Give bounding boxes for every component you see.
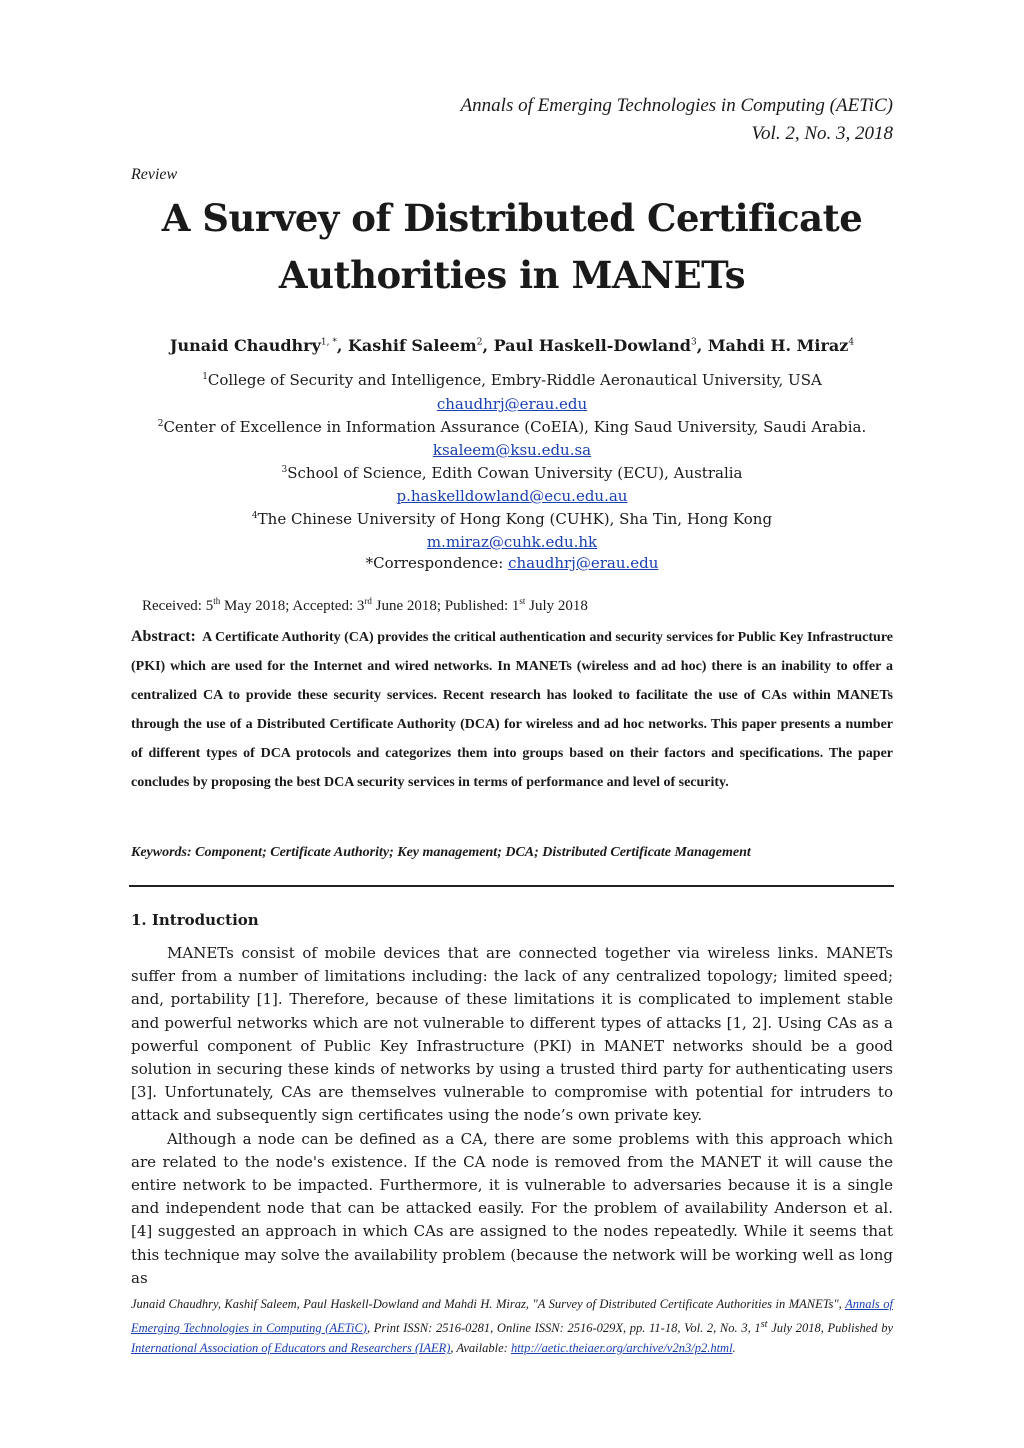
author-4: , Mahdi H. Miraz: [696, 336, 849, 355]
affiliation-4: [0, 510, 1024, 528]
abstract-text: A Certificate Authority (CA) provides the critical authentication and security services for Public Key Infrastructure (PKI) which are used for the Internet and wired networks. In MANETs (wireless and ad hoc) there is an inability to offer a centralized CA to provide these security services. Recent research has looked to facilitate the use of CAs within MANETs through the use of a Distributed Certificate Authority (DCA) for wireless and ad hoc networks. This paper presents a number of different types of DCA protocols and categorizes them into groups based on their factors and specifications. The paper concludes by proposing the best DCA security services in terms of performance and level of security.: [131, 630, 893, 790]
affiliation-4-email[interactable]: m.miraz@cuhk.edu.hk: [426, 533, 598, 551]
author-list: [0, 336, 1024, 355]
author-2-affil: 2: [476, 337, 483, 348]
affiliation-3-number: 3: [281, 465, 288, 475]
affiliation-1-number: 1: [202, 372, 208, 382]
affiliation-4-number: 4: [251, 511, 258, 521]
correspondence: [0, 554, 1024, 572]
paragraph-2: Although a node can be defined as a CA, there are some problems with this approach which are related to the node's existence. If the CA node is removed from the MANET it will cause the entire network to be impacted. Furthermore, it is vulnerable to adversaries because it is a single and independent node that can be attacked easily. For the problem of availability Anderson et al. [4] suggested an approach in which CAs are assigned to the nodes repeatedly. While it seems that this technique may solve the availability problem (because the network will be working well as long as: [131, 1129, 893, 1287]
affiliation-2-text: Center of Excellence in Information Assurance (CoEIA), King Saud University, Saudi Arabia.: [163, 418, 867, 436]
affiliation-2-email[interactable]: ksaleem@ksu.edu.sa: [432, 441, 592, 459]
author-3: , Paul Haskell-Dowland: [482, 336, 691, 355]
affiliation-2: [0, 418, 1024, 436]
section-divider: [129, 885, 894, 887]
published-date: June 2018; Published: 1: [371, 598, 520, 614]
received-ordinal: th: [213, 596, 221, 606]
author-2: , Kashif Saleem: [336, 336, 477, 355]
journal-link[interactable]: Annals of Emerging Technologies in Computing (AETiC): [131, 1297, 893, 1335]
affiliation-3: [0, 464, 1024, 482]
affiliation-4-email-row: [0, 533, 1024, 551]
affiliation-3-email-row: [0, 487, 1024, 505]
journal-volume: Vol. 2, No. 3, 2018: [751, 123, 893, 144]
article-url-link[interactable]: http://aetic.theiaer.org/archive/v2n3/p2.html: [510, 1341, 733, 1356]
abstract-label: Abstract:: [131, 628, 196, 645]
accepted-ordinal: rd: [364, 596, 372, 606]
journal-header: [461, 92, 893, 148]
abstract: [131, 622, 893, 797]
affiliation-3-email[interactable]: p.haskelldowland@ecu.edu.au: [396, 487, 628, 505]
correspondence-label: *Correspondence:: [365, 554, 509, 572]
introduction-body: [131, 942, 893, 1290]
footer-available-text: , Available:: [450, 1341, 511, 1356]
introduction-heading: 1. Introduction: [131, 911, 259, 929]
paper-title: [0, 190, 1024, 304]
affiliation-1-email[interactable]: chaudhrj@erau.edu: [436, 395, 588, 413]
affiliation-2-number: 2: [157, 419, 164, 429]
footer-citation-text: Junaid Chaudhry, Kashif Saleem, Paul Haskell-Dowland and Mahdi H. Miraz, "A Survey of Distributed Certificate Authorities in MANETs",: [131, 1297, 846, 1311]
affiliation-1-email-row: [0, 395, 1024, 413]
received-date: Received: 5: [142, 598, 214, 614]
footer-published-text: July 2018, Published by: [767, 1320, 893, 1335]
author-1-affil: 1, *: [320, 337, 337, 348]
journal-name: Annals of Emerging Technologies in Computing (AETiC): [460, 95, 893, 116]
article-type-label: Review: [131, 166, 178, 183]
affiliation-1-text: College of Security and Intelligence, Embry-Riddle Aeronautical University, USA: [207, 371, 822, 389]
author-3-affil: 3: [690, 337, 697, 348]
correspondence-email[interactable]: chaudhrj@erau.edu: [508, 554, 659, 572]
affiliation-3-text: School of Science, Edith Cowan University (ECU), Australia: [287, 464, 743, 482]
author-4-affil: 4: [848, 337, 855, 348]
dates-line: [142, 596, 588, 615]
paragraph-1: MANETs consist of mobile devices that are connected together via wireless links. MANETs suffer from a number of limitations including: the lack of any centralized topology; limited speed; and, portability [1]. Therefore, because of these limitations it is complicated to implement stable and powerful networks which are not vulnerable to different types of attacks [1, 2]. Using CAs as a powerful component of Public Key Infrastructure (PKI) in MANET networks should be a good solution in securing these kinds of networks by using a trusted third party for authenticating users [3]. Unfortunately, CAs are themselves vulnerable to compromise with potential for intruders to attack and subsequently sign certificates using the node’s own private key.: [131, 944, 893, 1125]
keywords: Keywords: Component; Certificate Authority; Key management; DCA; Distributed Certificate Management: [131, 845, 751, 860]
footer-ordinal: st: [760, 1318, 768, 1330]
title-line-1: A Survey of Distributed Certificate: [161, 196, 863, 240]
publisher-link[interactable]: International Association of Educators and Researchers (IAER): [131, 1341, 451, 1356]
title-line-2: Authorities in MANETs: [278, 253, 746, 297]
published-ordinal: st: [519, 596, 526, 606]
author-1: Junaid Chaudhry: [169, 336, 321, 355]
footer-issn-text: , Print ISSN: 2516-0281, Online ISSN: 2516-029X, pp. 11-18, Vol. 2, No. 3, 1: [366, 1320, 761, 1335]
citation-footer: [131, 1294, 893, 1359]
affiliation-2-email-row: [0, 441, 1024, 459]
affiliation-4-text: The Chinese University of Hong Kong (CUHK), Sha Tin, Hong Kong: [257, 510, 773, 528]
affiliation-1: [0, 371, 1024, 389]
footer-end: .: [732, 1341, 736, 1356]
accepted-date: May 2018; Accepted: 3: [220, 598, 365, 614]
published-date-tail: July 2018: [525, 598, 588, 614]
